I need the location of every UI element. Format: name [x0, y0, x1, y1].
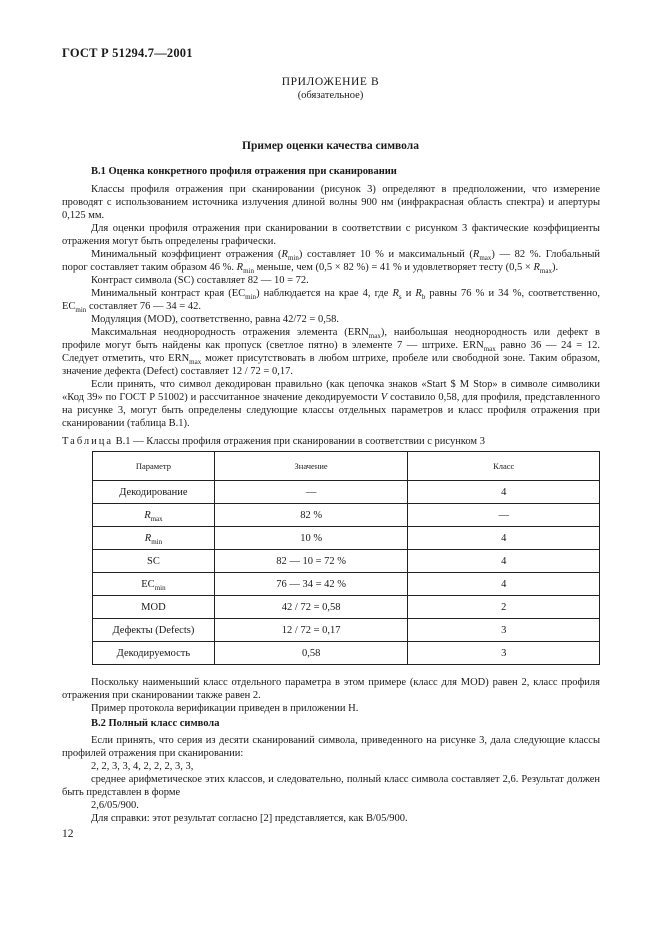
- paragraph: Пример протокола верификации приведен в приложении Н.: [91, 703, 359, 714]
- value-cell: 12 / 72 = 0,17: [214, 619, 408, 642]
- paragraph: 2, 2, 3, 3, 4, 2, 2, 2, 3, 3,: [91, 761, 194, 772]
- class-cell: 4: [408, 573, 600, 596]
- table-row: [93, 642, 600, 665]
- table-row: [93, 481, 600, 504]
- param-cell: Декодируемость: [93, 642, 215, 665]
- reflectance-class-table: [92, 451, 600, 665]
- value-cell: 76 — 34 = 42 %: [214, 573, 408, 596]
- value-cell: 42 / 72 = 0,58: [214, 596, 408, 619]
- paragraph: Поскольку наименьший класс отдельного параметра в этом примере (класс для MOD) равен 2, класс профиля отражения при сканировании также равен 2.: [62, 677, 600, 701]
- param-cell: $R_{min}$: [93, 527, 215, 550]
- paragraph: Минимальный коэффициент отражения $(R_{min})$ составляет 10 % и максимальный $(R_{max})$ — 82 %. Глобальный порог составляет таким образом 46 %. $R_{min}$ меньше, чем (0,5 × 82 %) = 41 % и удовлетворяет тесту $(0,5 \times R_{max})$.: [62, 249, 600, 275]
- section-1-body: [62, 183, 600, 430]
- class-cell: 4: [408, 550, 600, 573]
- appendix-title: ПРИЛОЖЕНИЕ В: [281, 76, 380, 88]
- class-cell: 4: [408, 527, 600, 550]
- param-cell: Декодирование: [93, 481, 215, 504]
- document-header: ГОСТ Р 51294.7—2001: [62, 46, 193, 60]
- appendix-subtitle: (обязательное): [297, 90, 364, 101]
- paragraph: Если принять, что серия из десяти сканирований символа, приведенного на рисунке 3, дала следующие классы профилей отражения при сканировании:: [62, 735, 600, 759]
- paragraph: Для справки: этот результат согласно [2] представляется, как В/05/900.: [91, 813, 408, 824]
- param-cell: SC: [93, 550, 215, 573]
- paragraph: Минимальный контраст края $(EC_{min})$ наблюдается на крае 4, где $R_s$ и $R_b$ равны 76 % и 34 %, соответственно, $EC_{min}$ составляет 76 — 34 = 42.: [62, 288, 600, 314]
- paragraph: Классы профиля отражения при сканировании (рисунок 3) определяют в предположении, что измерение проводят с использованием источника излучения длиной волны 900 нм (инфракрасная область спектра) и апертуры 0,125 мм.: [62, 184, 600, 221]
- column-header: Параметр: [93, 452, 215, 481]
- param-cell: Дефекты (Defects): [93, 619, 215, 642]
- page-number: 12: [62, 828, 74, 840]
- class-cell: 4: [408, 481, 600, 504]
- section-2-body: [62, 734, 600, 825]
- paragraph: 2,6/05/900.: [91, 800, 139, 811]
- paragraph: среднее арифметическое этих классов, и следовательно, полный класс символа составляет 2,6. Результат должен быть представлен в форме: [62, 774, 600, 798]
- value-cell: 82 — 10 = 72 %: [214, 550, 408, 573]
- param-cell: $EC_{min}$: [93, 573, 215, 596]
- table-row: [93, 596, 600, 619]
- class-cell: 3: [408, 619, 600, 642]
- table-row: [93, 504, 600, 527]
- table-row: [93, 619, 600, 642]
- table-row: [93, 573, 600, 596]
- column-header: Класс: [408, 452, 600, 481]
- param-cell: $R_{max}$: [93, 504, 215, 527]
- value-cell: 0,58: [214, 642, 408, 665]
- table-caption: Таблица В.1 — Классы профиля отражения при сканировании в соответствии с рисунком 3: [62, 436, 485, 447]
- column-header: Значение: [214, 452, 408, 481]
- table-row: [93, 550, 600, 573]
- class-cell: —: [408, 504, 600, 527]
- paragraph: Если принять, что символ декодирован правильно (как цепочка знаков «Start $ M Stop» в символе символики «Код 39» по ГОСТ Р 51002) и рассчитанное значение декодируемости V составило 0,58, для профиля, представленного на рисунке 3, могут быть определены следующие классы отдельных параметров и класс профиля отражения при сканировании (таблица В.1).: [62, 379, 600, 429]
- param-cell: MOD: [93, 596, 215, 619]
- class-cell: 2: [408, 596, 600, 619]
- value-cell: —: [214, 481, 408, 504]
- paragraph: Контраст символа (SC) составляет 82 — 10 = 72.: [91, 275, 309, 286]
- paragraph: Максимальная неоднородность отражения элемента $(ERN_{max})$, наибольшая неоднородность или дефект в профиле могут быть найдены как пропуск (светлое пятно) в элементе 7 — штрихе. $ERN_{max}$ равно 36 — 24 = 12. Следует отметить, что $ERN_{max}$ может присутствовать в любом штрихе, пробеле или свободной зоне. Таким образом, значение дефекта (Defect) составляет 12 / 72 = 0,17.: [62, 327, 600, 377]
- after-table-body: [62, 676, 600, 715]
- section-1-title: В.1 Оценка конкретного профиля отражения при сканировании: [91, 166, 397, 177]
- table-header-row: [93, 452, 600, 481]
- value-cell: 82 %: [214, 504, 408, 527]
- table-row: [93, 527, 600, 550]
- value-cell: 10 %: [214, 527, 408, 550]
- paragraph: Для оценки профиля отражения при сканировании в соответствии с рисунком 3 фактические коэффициенты отражения могут быть определены графически.: [62, 223, 600, 247]
- class-cell: 3: [408, 642, 600, 665]
- paragraph: Модуляция (MOD), соответственно, равна 42/72 = 0,58.: [91, 314, 339, 325]
- main-title: Пример оценки качества символа: [242, 140, 419, 152]
- section-2-title: В.2 Полный класс символа: [91, 718, 220, 729]
